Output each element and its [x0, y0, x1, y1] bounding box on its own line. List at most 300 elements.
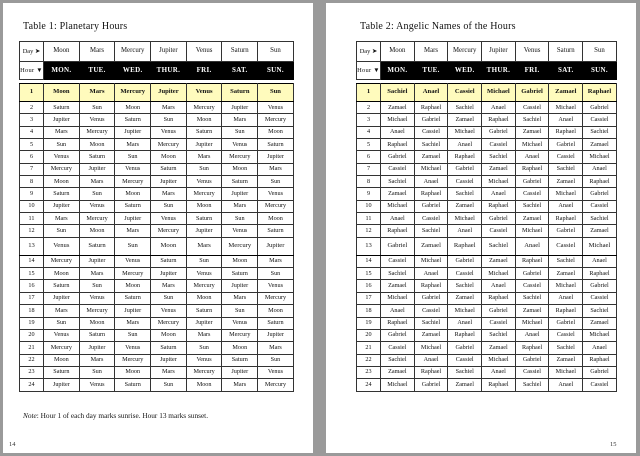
table-cell: Gabriel — [448, 342, 482, 354]
table-cell: Michael — [515, 225, 549, 237]
table-cell: Saturn — [151, 255, 187, 267]
table-cell: Moon — [115, 366, 151, 378]
table-cell: Venus — [115, 163, 151, 175]
table-row — [20, 114, 294, 126]
sunrise-row — [20, 84, 294, 102]
table-cell: Sachiel — [381, 84, 415, 102]
table-cell: Michael — [381, 114, 415, 126]
table-cell: Zamael — [381, 188, 415, 200]
table-cell: Raphael — [414, 366, 448, 378]
table-cell: Raphael — [482, 379, 516, 391]
table-cell: Cassiel — [414, 213, 448, 225]
table-cell: Sachiel — [482, 329, 516, 341]
table-cell: Saturn — [258, 317, 294, 329]
table-cell: Cassiel — [381, 255, 415, 267]
hour-number-cell: 10 — [20, 200, 44, 212]
table-cell: Anael — [414, 268, 448, 280]
table-cell: Sun — [79, 102, 115, 114]
table-cell: Mercury — [115, 268, 151, 280]
table-cell: Jupiter — [115, 305, 151, 317]
day-header-cell: THUR. — [151, 62, 187, 80]
table-row — [357, 200, 617, 212]
table-row — [20, 102, 294, 114]
table-cell: Zamael — [549, 176, 583, 188]
planet-header-cell: Mercury — [448, 42, 482, 62]
table-cell: Gabriel — [482, 305, 516, 317]
table-cell: Cassiel — [515, 366, 549, 378]
planet-header-cell: Venus — [515, 42, 549, 62]
table-cell: Michael — [549, 366, 583, 378]
table-cell: Michael — [583, 151, 617, 163]
table-cell: Gabriel — [414, 379, 448, 391]
table-cell: Raphael — [583, 354, 617, 366]
hour-number-cell: 10 — [357, 200, 381, 212]
table-cell: Raphael — [515, 342, 549, 354]
hour-number-cell: 18 — [20, 305, 44, 317]
table-cell: Anael — [515, 237, 549, 255]
table-cell: Mercury — [222, 151, 258, 163]
table-cell: Jupiter — [222, 366, 258, 378]
table-cell: Zamael — [515, 305, 549, 317]
table-cell: Venus — [115, 255, 151, 267]
table-cell: Saturn — [115, 114, 151, 126]
table-cell: Sun — [79, 188, 115, 200]
table-cell: Sachiel — [482, 151, 516, 163]
hour-number-cell: 4 — [357, 126, 381, 138]
table-cell: Venus — [186, 354, 222, 366]
table-cell: Sachiel — [414, 139, 448, 151]
hour-number-cell: 8 — [20, 176, 44, 188]
table-cell: Sun — [222, 305, 258, 317]
table-row — [357, 366, 617, 378]
table-cell: Zamael — [448, 114, 482, 126]
table-cell: Anael — [414, 176, 448, 188]
table-row — [357, 151, 617, 163]
table-cell: Michael — [381, 200, 415, 212]
planet-header-cell: Saturn — [222, 42, 258, 62]
table-cell: Venus — [79, 114, 115, 126]
table-row — [20, 366, 294, 378]
table-cell: Saturn — [115, 292, 151, 304]
table-cell: Moon — [258, 305, 294, 317]
hour-number-cell: 24 — [20, 379, 44, 391]
table-cell: Moon — [186, 379, 222, 391]
hour-number-cell: 3 — [20, 114, 44, 126]
table-cell: Michael — [515, 317, 549, 329]
table-cell: Saturn — [222, 176, 258, 188]
table-cell: Anael — [482, 102, 516, 114]
table-cell: Sun — [115, 329, 151, 341]
table-cell: Michael — [381, 379, 415, 391]
table-cell: Sun — [186, 342, 222, 354]
table-cell: Mercury — [151, 317, 187, 329]
table-cell: Mars — [186, 237, 222, 255]
table-cell: Zamael — [448, 379, 482, 391]
table-row — [20, 329, 294, 341]
table-cell: Cassiel — [583, 114, 617, 126]
note-label: Note — [23, 411, 37, 420]
table-cell: Mercury — [115, 176, 151, 188]
table-cell: Gabriel — [414, 200, 448, 212]
planet-header-cell: Jupiter — [482, 42, 516, 62]
table-cell: Mercury — [44, 255, 80, 267]
table-cell: Mercury — [115, 354, 151, 366]
table-cell: Anael — [482, 366, 516, 378]
planet-header-cell: Mars — [414, 42, 448, 62]
table-cell: Moon — [115, 188, 151, 200]
table-row — [357, 342, 617, 354]
table-cell: Mars — [151, 102, 187, 114]
table-cell: Jupiter — [151, 84, 187, 102]
table-cell: Mars — [79, 354, 115, 366]
table-cell: Anael — [515, 329, 549, 341]
table-cell: Michael — [482, 84, 516, 102]
table-cell: Venus — [151, 213, 187, 225]
sunrise-row — [357, 84, 617, 102]
table-1-title: Table 1: Planetary Hours — [23, 21, 128, 32]
table-cell: Venus — [222, 139, 258, 151]
table-cell: Sachiel — [515, 200, 549, 212]
table-row — [20, 317, 294, 329]
planet-header-cell: Moon — [44, 42, 80, 62]
table-cell: Raphael — [414, 280, 448, 292]
hour-number-cell: 12 — [357, 225, 381, 237]
day-header-cell: THUR. — [482, 62, 516, 80]
table-cell: Mars — [115, 317, 151, 329]
table-cell: Cassiel — [583, 292, 617, 304]
table-cell: Jupiter — [79, 255, 115, 267]
table-cell: Michael — [448, 213, 482, 225]
table-row — [20, 305, 294, 317]
hour-number-cell: 18 — [357, 305, 381, 317]
table-cell: Venus — [44, 329, 80, 341]
table-cell: Sachiel — [448, 102, 482, 114]
day-header-row — [357, 62, 617, 80]
table-cell: Michael — [414, 255, 448, 267]
table-row — [357, 354, 617, 366]
table-cell: Mars — [79, 268, 115, 280]
hour-number-cell: 21 — [357, 342, 381, 354]
hour-number-cell: 6 — [357, 151, 381, 163]
table-cell: Sachiel — [583, 213, 617, 225]
table-cell: Sun — [44, 317, 80, 329]
table-cell: Moon — [79, 139, 115, 151]
table-cell: Mars — [222, 292, 258, 304]
table-cell: Jupiter — [79, 163, 115, 175]
table-cell: Anael — [414, 84, 448, 102]
table-cell: Venus — [186, 268, 222, 280]
table-cell: Mars — [151, 280, 187, 292]
day-header-cell: SUN. — [258, 62, 294, 80]
table-row — [357, 176, 617, 188]
hour-number-cell: 11 — [357, 213, 381, 225]
table-cell: Mars — [44, 305, 80, 317]
table-cell: Sachiel — [515, 292, 549, 304]
table-cell: Zamael — [448, 292, 482, 304]
table-row — [357, 317, 617, 329]
hour-number-cell: 20 — [20, 329, 44, 341]
table-cell: Zamael — [414, 329, 448, 341]
table-cell: Saturn — [258, 139, 294, 151]
table-cell: Gabriel — [583, 366, 617, 378]
table-cell: Jupiter — [258, 329, 294, 341]
table-cell: Moon — [258, 213, 294, 225]
angelic-names-table — [356, 41, 617, 392]
left-page — [3, 3, 313, 453]
table-cell: Michael — [549, 188, 583, 200]
hour-number-cell: 5 — [357, 139, 381, 151]
table-cell: Sachiel — [414, 225, 448, 237]
table-cell: Michael — [482, 354, 516, 366]
table-cell: Sun — [115, 151, 151, 163]
table-cell: Jupiter — [44, 292, 80, 304]
planet-header-cell: Venus — [186, 42, 222, 62]
planet-header-cell: Sun — [583, 42, 617, 62]
table-cell: Sun — [222, 126, 258, 138]
table-cell: Moon — [44, 176, 80, 188]
table-cell: Saturn — [44, 366, 80, 378]
table-row — [357, 255, 617, 267]
table-cell: Moon — [44, 84, 80, 102]
table-cell: Gabriel — [482, 126, 516, 138]
day-header-cell: TUE. — [414, 62, 448, 80]
table-row — [20, 225, 294, 237]
table-cell: Saturn — [115, 379, 151, 391]
table-cell: Moon — [79, 225, 115, 237]
day-header-cell: MON. — [44, 62, 80, 80]
table-cell: Sachiel — [381, 176, 415, 188]
table-cell: Anael — [448, 225, 482, 237]
table-cell: Mercury — [222, 237, 258, 255]
table-cell: Cassiel — [515, 280, 549, 292]
table-cell: Cassiel — [414, 126, 448, 138]
hour-number-cell: 15 — [357, 268, 381, 280]
table-cell: Mars — [115, 139, 151, 151]
table-row — [20, 139, 294, 151]
day-header-cell: WED. — [448, 62, 482, 80]
table-row — [357, 292, 617, 304]
sunset-row — [357, 237, 617, 255]
table-row — [357, 188, 617, 200]
table-cell: Mars — [186, 151, 222, 163]
table-cell: Zamael — [515, 213, 549, 225]
table-row — [20, 379, 294, 391]
table-cell: Gabriel — [414, 114, 448, 126]
table-cell: Cassiel — [381, 163, 415, 175]
table-cell: Mercury — [186, 280, 222, 292]
table-cell: Sachiel — [549, 342, 583, 354]
day-header-cell: SUN. — [583, 62, 617, 80]
table-cell: Zamael — [482, 342, 516, 354]
table-cell: Raphael — [448, 329, 482, 341]
table-cell: Sun — [258, 268, 294, 280]
table-row — [357, 379, 617, 391]
hour-number-cell: 13 — [357, 237, 381, 255]
hour-number-cell: 1 — [20, 84, 44, 102]
table-cell: Mercury — [258, 200, 294, 212]
table-cell: Venus — [79, 379, 115, 391]
table-cell: Sun — [79, 366, 115, 378]
table-cell: Sun — [79, 280, 115, 292]
table-cell: Gabriel — [448, 255, 482, 267]
table-cell: Sun — [258, 84, 294, 102]
table-cell: Moon — [186, 114, 222, 126]
table-row — [357, 126, 617, 138]
table-cell: Mercury — [186, 188, 222, 200]
table-cell: Raphael — [549, 126, 583, 138]
table-cell: Saturn — [79, 329, 115, 341]
table-cell: Sun — [258, 354, 294, 366]
hour-number-cell: 7 — [20, 163, 44, 175]
planet-header-row — [357, 42, 617, 62]
table-cell: Sun — [44, 139, 80, 151]
table-cell: Saturn — [44, 102, 80, 114]
hour-number-cell: 22 — [357, 354, 381, 366]
table-cell: Gabriel — [549, 139, 583, 151]
table-cell: Mars — [222, 114, 258, 126]
day-header-row — [20, 62, 294, 80]
table-cell: Anael — [549, 200, 583, 212]
table-cell: Saturn — [151, 163, 187, 175]
table-note — [23, 411, 208, 420]
table-cell: Zamael — [414, 237, 448, 255]
table-cell: Venus — [258, 280, 294, 292]
table-row — [357, 280, 617, 292]
table-cell: Jupiter — [186, 317, 222, 329]
table-cell: Saturn — [79, 151, 115, 163]
table-cell: Zamael — [583, 225, 617, 237]
table-cell: Anael — [549, 379, 583, 391]
table-cell: Venus — [258, 188, 294, 200]
table-row — [357, 114, 617, 126]
hour-number-cell: 15 — [20, 268, 44, 280]
table-cell: Venus — [115, 342, 151, 354]
table-cell: Moon — [151, 237, 187, 255]
table-cell: Gabriel — [515, 354, 549, 366]
table-cell: Sachiel — [414, 317, 448, 329]
table-cell: Michael — [583, 237, 617, 255]
hour-number-cell: 5 — [20, 139, 44, 151]
table-cell: Mercury — [115, 84, 151, 102]
table-cell: Zamael — [381, 366, 415, 378]
day-header-cell: SAT. — [222, 62, 258, 80]
table-row — [20, 163, 294, 175]
table-cell: Cassiel — [414, 305, 448, 317]
table-cell: Michael — [549, 280, 583, 292]
table-cell: Jupiter — [186, 225, 222, 237]
table-cell: Mars — [151, 366, 187, 378]
table-cell: Gabriel — [414, 292, 448, 304]
table-cell: Raphael — [549, 213, 583, 225]
table-cell: Anael — [549, 114, 583, 126]
table-cell: Moon — [44, 268, 80, 280]
table-cell: Venus — [151, 126, 187, 138]
day-label-cell: Day ➤ — [20, 42, 44, 62]
table-cell: Venus — [151, 305, 187, 317]
table-cell: Raphael — [448, 237, 482, 255]
table-cell: Cassiel — [448, 176, 482, 188]
hour-number-cell: 21 — [20, 342, 44, 354]
table-row — [357, 102, 617, 114]
table-cell: Cassiel — [448, 354, 482, 366]
table-cell: Moon — [186, 200, 222, 212]
table-row — [20, 280, 294, 292]
table-cell: Saturn — [186, 213, 222, 225]
table-cell: Michael — [482, 268, 516, 280]
table-cell: Jupiter — [79, 342, 115, 354]
table-cell: Mercury — [151, 225, 187, 237]
table-cell: Cassiel — [515, 102, 549, 114]
table-cell: Mars — [44, 126, 80, 138]
table-cell: Raphael — [515, 255, 549, 267]
hour-number-cell: 23 — [20, 366, 44, 378]
table-cell: Cassiel — [549, 237, 583, 255]
hour-number-cell: 1 — [357, 84, 381, 102]
table-cell: Raphael — [583, 84, 617, 102]
table-cell: Anael — [583, 163, 617, 175]
table-row — [20, 188, 294, 200]
table-cell: Jupiter — [115, 213, 151, 225]
table-row — [20, 255, 294, 267]
table-cell: Raphael — [414, 102, 448, 114]
table-row — [20, 354, 294, 366]
hour-number-cell: 19 — [20, 317, 44, 329]
table-cell: Gabriel — [482, 213, 516, 225]
table-cell: Mars — [79, 176, 115, 188]
table-cell: Mars — [115, 225, 151, 237]
table-row — [20, 292, 294, 304]
table-cell: Mercury — [151, 139, 187, 151]
hour-number-cell: 8 — [357, 176, 381, 188]
table-cell: Mars — [258, 163, 294, 175]
table-cell: Venus — [44, 237, 80, 255]
planet-header-cell: Saturn — [549, 42, 583, 62]
table-cell: Sun — [151, 200, 187, 212]
table-cell: Michael — [515, 139, 549, 151]
table-cell: Saturn — [186, 305, 222, 317]
page-number: 14 — [9, 441, 16, 448]
table-row — [357, 305, 617, 317]
table-cell: Zamael — [515, 126, 549, 138]
table-cell: Raphael — [482, 114, 516, 126]
table-cell: Sun — [222, 213, 258, 225]
table-cell: Venus — [222, 225, 258, 237]
table-cell: Mercury — [79, 305, 115, 317]
table-cell: Sachiel — [448, 366, 482, 378]
table-cell: Michael — [414, 163, 448, 175]
day-header-cell: TUE. — [79, 62, 115, 80]
table-cell: Saturn — [151, 342, 187, 354]
table-cell: Anael — [482, 188, 516, 200]
table-cell: Zamael — [549, 354, 583, 366]
hour-number-cell: 14 — [20, 255, 44, 267]
table-cell: Gabriel — [381, 151, 415, 163]
table-cell: Sun — [258, 176, 294, 188]
table-row — [357, 139, 617, 151]
table-cell: Mars — [222, 200, 258, 212]
right-page — [326, 3, 636, 453]
table-cell: Moon — [258, 126, 294, 138]
table-cell: Sachiel — [515, 379, 549, 391]
table-cell: Anael — [448, 317, 482, 329]
table-cell: Michael — [549, 102, 583, 114]
table-cell: Michael — [414, 342, 448, 354]
table-cell: Moon — [44, 354, 80, 366]
hour-number-cell: 19 — [357, 317, 381, 329]
table-cell: Jupiter — [151, 176, 187, 188]
table-cell: Sun — [151, 114, 187, 126]
table-cell: Anael — [381, 126, 415, 138]
